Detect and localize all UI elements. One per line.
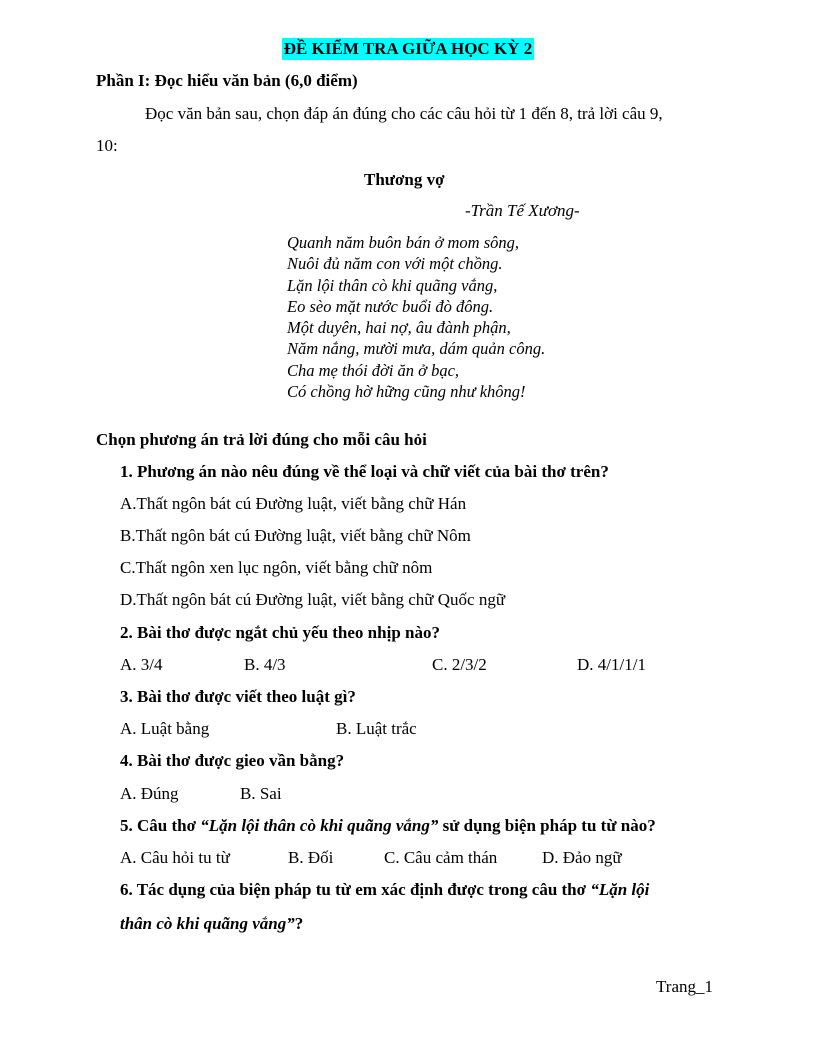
q2-option-b: B. 4/3 (244, 655, 286, 674)
poem-title: Thương vợ (364, 170, 445, 189)
q1-option-c: C.Thất ngôn xen lục ngôn, viết bằng chữ nôm (120, 558, 433, 577)
poem-author: -Trần Tế Xương- (465, 201, 580, 220)
q5-option-a: A. Câu hỏi tu từ (120, 848, 230, 867)
q4-option-b: B. Sai (240, 784, 282, 803)
q5-option-b: B. Đối (288, 848, 334, 867)
section-heading: Chọn phương án trả lời đúng cho mỗi câu hỏi (96, 430, 427, 449)
q5-option-c: C. Câu cảm thán (384, 848, 498, 867)
document-title: ĐỀ KIỂM TRA GIỮA HỌC KỲ 2 (283, 39, 533, 58)
q5-option-d: D. Đảo ngữ (542, 848, 622, 867)
question-4: 4. Bài thơ được gieo vần bằng? (120, 751, 345, 770)
q1-option-a: A.Thất ngôn bát cú Đường luật, viết bằng chữ Hán (120, 494, 467, 513)
poem-line: Một duyên, hai nợ, âu đành phận, (287, 318, 511, 338)
q3-option-b: B. Luật trắc (336, 719, 417, 738)
q2-option-d: D. 4/1/1/1 (577, 655, 646, 674)
poem-body (287, 232, 545, 402)
poem-line: Lặn lội thân cò khi quãng vắng, (287, 275, 498, 295)
question-6-line-1 (120, 880, 649, 900)
q2-option-c: C. 2/3/2 (432, 655, 487, 674)
q6-quote-start: “Lặn lội (590, 880, 650, 899)
question-5 (120, 816, 656, 836)
q2-option-a: A. 3/4 (120, 655, 163, 674)
poem-line: Nuôi đủ năm con với một chồng. (287, 254, 503, 274)
q6-suffix: ? (294, 914, 304, 933)
question-3: 3. Bài thơ được viết theo luật gì? (120, 687, 356, 706)
q1-option-d: D.Thất ngôn bát cú Đường luật, viết bằng chữ Quốc ngữ (120, 590, 506, 609)
poem-line: Năm nắng, mười mưa, dám quản công. (287, 339, 546, 359)
q6-prefix: 6. Tác dụng của biện pháp tu từ em xác định được trong câu thơ (120, 880, 591, 899)
q5-prefix: 5. Câu thơ (120, 816, 201, 835)
question-2: 2. Bài thơ được ngắt chủ yếu theo nhịp nào? (120, 623, 440, 642)
poem-line: Có chồng hờ hững cũng như không! (287, 382, 526, 402)
instruction-line-2: 10: (96, 136, 118, 155)
poem-line: Quanh năm buôn bán ở mom sông, (287, 233, 520, 252)
page-footer: Trang_1 (656, 977, 713, 996)
instruction-line-1: Đọc văn bản sau, chọn đáp án đúng cho các câu hỏi từ 1 đến 8, trả lời câu 9, (145, 104, 663, 123)
title-wrap (0, 38, 816, 60)
q6-quote-end: thân cò khi quãng vắng” (120, 914, 295, 933)
question-1: 1. Phương án nào nêu đúng về thể loại và chữ viết của bài thơ trên? (120, 462, 609, 481)
q4-option-a: A. Đúng (120, 784, 179, 803)
q1-option-b: B.Thất ngôn bát cú Đường luật, viết bằng chữ Nôm (120, 526, 471, 545)
poem-line: Cha mẹ thói đời ăn ở bạc, (287, 360, 460, 380)
part1-heading: Phần I: Đọc hiểu văn bản (6,0 điểm) (96, 71, 358, 90)
q5-suffix: sử dụng biện pháp tu từ nào? (438, 816, 656, 835)
poem-line: Eo sèo mặt nước buổi đò đông. (287, 296, 494, 316)
q5-quote: “Lặn lội thân cò khi quãng vắng” (200, 816, 439, 835)
q3-option-a: A. Luật bằng (120, 719, 210, 738)
question-6-line-2 (120, 914, 303, 934)
